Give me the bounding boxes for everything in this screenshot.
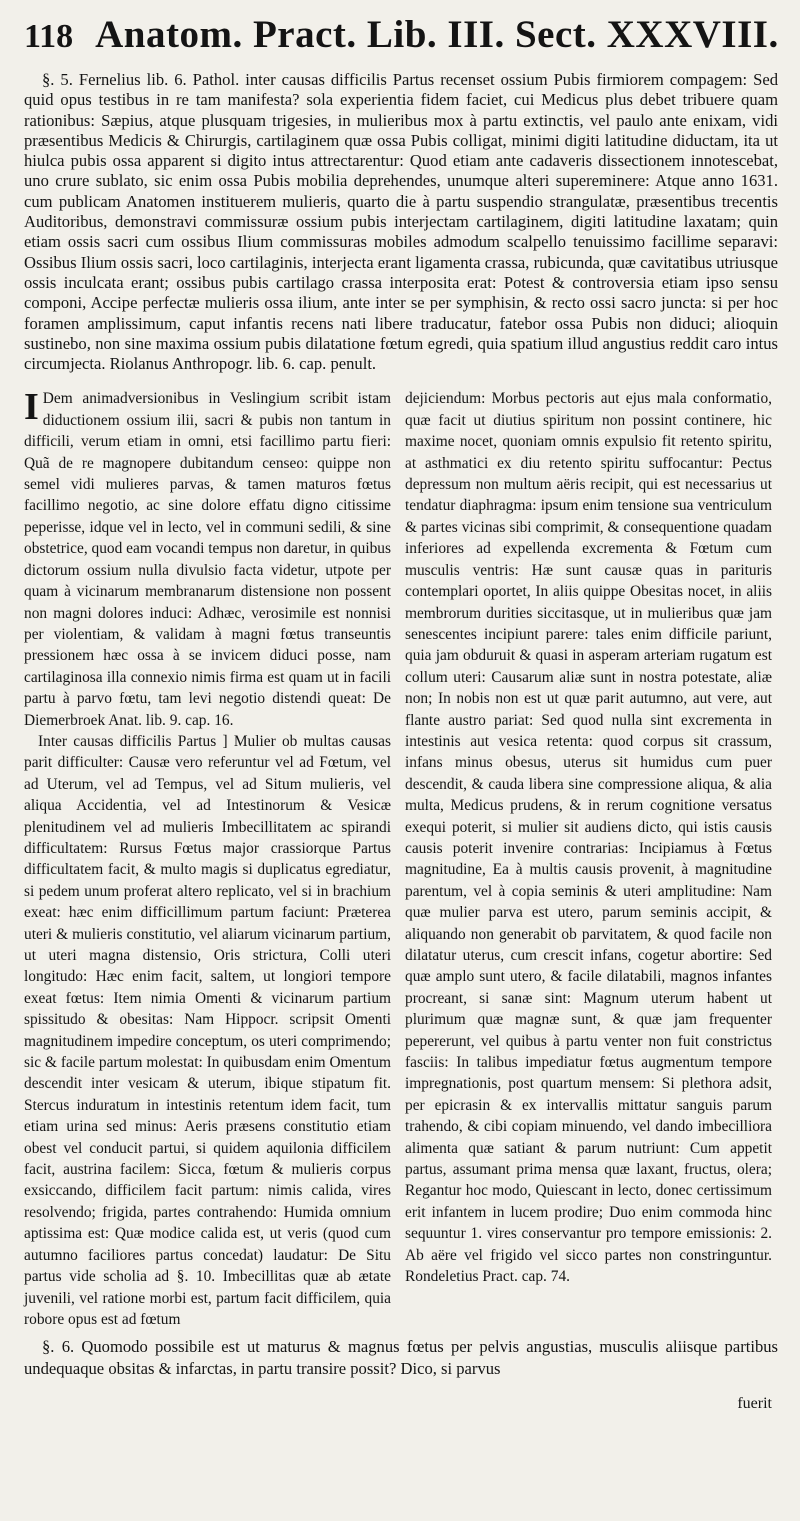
left-column: [24, 388, 391, 1330]
page-number: 118: [24, 18, 74, 55]
two-column-commentary: [24, 388, 778, 1330]
left-paragraph-2: Inter causas difficilis Partus ] Mulier ob multas causas parit difficulter: Causæ vero referuntur vel ad Fœtum, vel ad Uterum, vel ad Tempus, vel ad Situm mulieris, vel aliqua Accidentia, vel ad Intestinorum & Vesicæ plenitudinem vel ad mulieris Imbecillitatem ac spirandi difficultatem: Rursus Fœtus major crassiorque Partus difficultatem facit, & multo magis si duplicatus egrediatur, si pedem unum proferat altero replicato, vel si in brachium exeat: hæc enim difficillimum partum faciunt: Præterea uteri & mulieris constitutio, vel aliarum vicinarum partium, ut uteri magna distensio, Oris strictura, Colli uteri longitudo: Hæc enim facit, saltem, ut longiori tempore exeat fœtus: Item nimia Omenti & vicinarum partium spissitudo & obesitas: Nam Hippocr. scripsit Omenti magnitudinem impedire conceptum, os uteri comprimendo; sic & facile partum molestat: In quibusdam enim Omentum descendit inter vesicam & uterum, ibique stipatum fit. Stercus induratum in intestinis retentum idem facit, tum etiam urina sed minus: Aeris præsens constitutio etiam obest vel conducit partui, si quidem aquilonia difficilem facit, austrina facilem: Sicca, fœtum & mulieris corpus exsiccando, difficilem facit partum: nimis calida, vires resolvendo; frigida, partes contrahendo: Humida omnium aptissima est: Quæ modice calida est, ut veris (quod cum autumno faciliores partus concedat) laudatur: De Situ partus vide scholia ad §. 10. Imbecillitas quæ ab ætate juvenili, vel ratione morbi est, partum facit difficilem, quia robore opus est ad fœtum: [24, 732, 391, 1328]
left-paragraph-1: [24, 388, 391, 731]
running-head: [24, 12, 778, 70]
section-6-sign: §. 6.: [42, 1337, 75, 1357]
right-paragraph-1: dejiciendum: Morbus pectoris aut ejus mala conformatio, quæ facit ut diutius spiritum non possint continere, hic maxime nocet, quoniam omnis expulsio fit retento spiritu, at asthmatici ex diu retento spiritu suffocantur: Pectus depressum non multum aëris recipit, qui est necessarius ut tendatur diaphragma: ipsum enim tensione sua ventriculum & partes vicinas sibi comprimit, & consequentione quadam inferiores ad expellenda excrementa & Fœtum cum musculis ventris: Hæ sunt causæ quas in parituris contemplari oportet, In aliis quippe Obesitas nocet, in aliis membrorum durities siccitasque, ut in mulieribus quæ jam senescentes incipiunt parere: tales enim difficile pariunt, quia jam obduruit & quasi in asperam arteriam rugatum est collum uteri: Causarum aliæ sunt in nostra potestate, aliæ non; In nobis non est ut quæ parit autumno, aut vere, aut flante austro pariat: Sed quod nulla sint excrementa in intestinis aut vesica retenta: quod corpus sit crassum, infans minus obesus, uterus sit humidus cum puer descendit, & cauda libera sine compressione aliqua, & alia multa, Medicus prudens, & in rerum cognitione versatus exequi poterit, si mulier sit audiens dicto, qui istis causis causis poterit invenire contrarias: Incipiamus à Fœtus magnitudine, Ea à multis causis provenit, à magnitudine parentum, vel à copia seminis & uteri amplitudine: Nam quæ mulier parva est utero, parum seminis accipit, & aliquando non generabit ob parvitatem, & quod facile non dilatatur uterus, cum crescit infans, cogetur abortire: Sed quæ amplo sunt utero, & facile dilatabili, magnos infantes procreant, si sanæ sint: Magnum uterum habent ut plurimum quæ magnæ sunt, & quæ jam frequenter pepererunt, vel quibus à partu venter non fuit constrictus fasciis: In talibus impediatur fœtus augmentum tempore impregnationis, post quartum mensem: Si plethora adsit, per epicrasin & ex intervallis mittatur sanguis parum trahendo, & cibi copiam minuendo, vel dando imbecilliora alimenta quæ satiant & parum nutriunt: Cum appetit partus, assumant prima mensa quæ laxant, fructus, olera; Regantur hoc modo, Quiescant in lecto, donec certissimum erit infantem in lucem prodire; Duo enim commoda hinc sequuntur 1. vires conservantur pro tempore emissionis: 2. Ab aëre vel frigido vel sicco partes non constringuntur. Rondeletius Pract. cap. 74.: [405, 390, 772, 1286]
left-paragraph-1-text: Dem animadversionibus in Veslingium scribit istam diductionem ossium ilii, sacri & pubis non tantum in difficili, verum etiam in omni, etsi facillimo partu fieri: Quã de re magnopere dubitandum censeo: quippe non semel vidi mulieres parvas, & tamen maturos fœtus facillimo negotio, ac sine dolore effatu digno citissime peperisse, idque vel in lecto, vel in communi sedili, & sine obstetrice, quod eam vocandi tempus non daretur, in quibus dictorum ossium nulla divulsio facta videtur, utpote per quam à vicinarum membranarum distensione non possent non magni dolores induci: Adhæc, verosimile est nonnisi per violentiam, & validam à magni fœtus transeuntis pressionem hæc ossa à se invicem diduci posse, nam cartilaginosa illa connexio nimis firma est quam ut in facili partu à parvo fœtu, tam levi negotio distendi queat: De Diemerbroek Anat. lib. 9. cap. 16.: [24, 390, 391, 729]
section-6-text: Quomodo possibile est ut maturus & magnus fœtus per pelvis angustias, musculis aliisque partibus undequaque obsitas & infarctas, in partu transire possit? Dico, si parvus: [24, 1337, 778, 1379]
catchword: fuerit: [737, 1394, 772, 1412]
running-title: Anatom. Pract. Lib. III. Sect. XXXVIII.: [95, 13, 779, 56]
section-5-text: Fernelius lib. 6. Pathol. inter causas difficilis Partus recenset ossium Pubis firmiorem compagem: Sed quid opus testibus in re tam manifesta? sola experientia fidem faciet, cui Medicus plus debet tribuere quam rationibus: Sæpius, atque plusquam trigesies, in mulieribus mox à partu extinctis, vel paulo ante enixam, vidi præsentibus Medicis & Chirurgis, cartilaginem quæ ossa Pubis colligat, minimi digiti latitudine diductam, ita ut hiulca pubis ossa apparent si digito intus attrectarentur: Quod etiam ante cadaveris dissectionem innotescebat, uno crure sublato, sic enim ossa Pubis mobilia deprehendes, unumque alteri supereminere: Atque anno 1631. cum publicam Anatomen instituerem mulieris, quarto die à partu suspendio strangulatæ, præsentibus trecentis Auditoribus, demonstravi commissuræ ossium pubis interjectam cartilaginem, digiti latitudine laxatam; quin etiam ossis sacri cum ossibus Ilium commissuras mobiles admodum scalpello tenuissimo facillime separavi: Ossibus Ilium ossis sacri, loco cartilaginis, interjecta erant ligamenta crassa, rubicunda, quæ cavitatibus utriusque ossis inculcata erant; ossibus pubis cartilago crassa interposita erat: Potest & controversia etiam ipso sensu componi, Accipe perfectæ mulieris ossa ilium, ante inter se per symphisin, & recto ossi sacro juncta: si per hoc foramen amplissimum, caput infantis recens nati libere traducatur, fatebor ossa Pubis non diduci; alioquin sustinebo, non sine maxima ossium pubis dilatatione fœtum egredi, quia spatium illud angustius reddit caro intus circumjecta. Riolanus Anthropogr. lib. 6. cap. penult.: [24, 70, 778, 374]
section-5-sign: §. 5.: [42, 70, 73, 89]
drop-capital: I: [24, 386, 39, 429]
section-6: [24, 1336, 778, 1380]
section-5: [24, 70, 778, 374]
right-column: [405, 388, 772, 1330]
